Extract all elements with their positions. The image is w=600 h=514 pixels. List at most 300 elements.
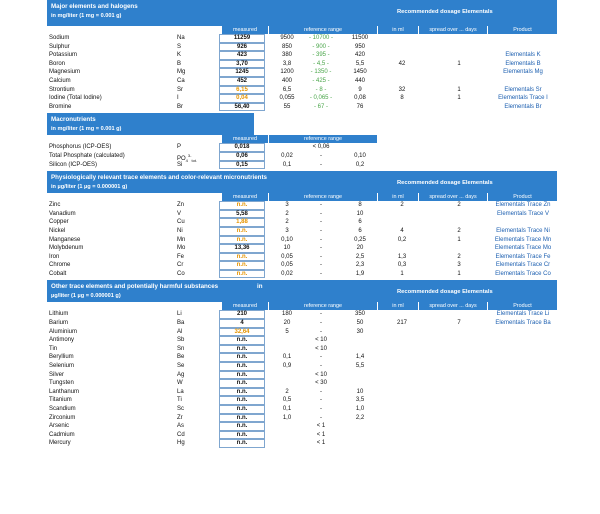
range-mid: < 10 [315,345,327,352]
range-high: 5,5 [355,363,365,370]
range-mid: - 425 - [312,77,330,84]
table-row [47,353,557,362]
column-header [47,193,557,201]
measured-value: n.n. [219,201,265,210]
table-row [47,227,557,236]
range-low: 1,0 [282,414,292,421]
measured-value: n.n. [219,227,265,236]
range-high: 2,5 [355,253,365,260]
range-low: 3,8 [282,60,292,67]
range-high: 5,5 [355,60,365,67]
range-mid: - [320,202,322,209]
measured-value: n.n. [219,422,265,431]
product-link[interactable]: Elementals Trace Fe [495,253,551,260]
range-low: 0,1 [282,161,292,168]
range-mid: - [320,328,322,335]
range-low: 0,1 [282,354,292,361]
section-header [47,171,557,193]
section-trace [47,171,557,278]
element-symbol: Al [177,328,183,335]
measured-value: n.n. [219,253,265,262]
range-low: 1200 [280,69,294,76]
dosage-ml: 2 [400,202,404,209]
table-row [47,143,557,152]
element-name: Antimony [49,337,75,344]
product-link[interactable]: Elementals K [505,52,541,59]
range-low: 0,05 [281,253,293,260]
measured-value: 0,04 [219,94,265,103]
range-high: 6 [358,219,362,226]
range-low: 0,9 [282,363,292,370]
section-title: Other trace elements and potentially harmful substances [51,283,219,291]
range-high: 0,10 [354,152,366,159]
element-symbol: Mg [177,69,186,76]
range-high: 30 [356,328,364,335]
range-mid: - [320,397,322,404]
column-header [47,135,557,143]
element-name: Vanadium [49,210,76,217]
range-mid: - 900 - [312,43,330,50]
range-high: 350 [354,311,365,318]
range-high: 2,3 [355,262,365,269]
measured-value: n.n. [219,270,265,279]
element-name: Magnesium [49,69,81,76]
range-low: 20 [283,320,291,327]
range-high: 420 [354,52,365,59]
table-row [47,396,557,405]
column-reference-range: reference range [269,135,377,143]
range-high: 6 [358,227,362,234]
table-row [47,345,557,354]
range-mid: - 1350 - [310,69,332,76]
element-symbol: S [177,43,182,50]
table-row [47,161,557,170]
element-name: Silver [49,371,65,378]
column-header [47,302,557,310]
range-high: 20 [356,245,364,252]
element-name: Cobalt [49,270,67,277]
measured-value: 926 [219,43,265,52]
measured-value: 0,06 [219,152,265,161]
measured-value: n.n. [219,439,265,448]
range-mid: - 10700 - [308,35,333,41]
element-name: Aluminium [49,328,78,335]
section-title: Major elements and halogens [51,3,138,10]
section-title: Physiologically relevant trace elements and color-relevant micronutrients [51,174,267,182]
table-row [47,43,557,52]
element-symbol: B [177,60,182,67]
table-row [47,371,557,380]
range-mid: - 67 - [313,103,328,110]
dosage-days: 1 [457,86,461,93]
range-mid: < 30 [315,380,327,387]
element-name: Sulphur [49,43,70,50]
column-product: Product [488,302,557,310]
table-row [47,77,557,86]
product-link[interactable]: Elementals Trace Li [496,311,550,318]
element-name: Titanium [49,397,72,404]
dosage-ml: 0,3 [397,262,407,269]
element-name: Arsenic [49,423,70,430]
measured-value: n.n. [219,371,265,380]
range-mid: - [320,414,322,421]
range-mid: - [320,388,322,395]
section-title-suffix: in [257,283,263,291]
section-unit: in mg/liter (1 mg = 0.001 g) [51,126,122,133]
table-row [47,103,557,112]
table-row [47,379,557,388]
element-name: Copper [49,219,69,226]
range-low: 5 [285,328,289,335]
range-low: 3 [285,202,289,209]
range-high: 50 [356,320,364,327]
product-link[interactable]: Elementals Sr [504,86,542,93]
table-row [47,94,557,103]
table-row [47,253,557,262]
element-symbol: Sr [177,86,183,93]
element-symbol: W [177,380,183,387]
table-row [47,270,557,279]
section-header [47,280,557,302]
element-symbol: Hg [177,440,185,447]
element-symbol: Mn [177,236,186,243]
product-link[interactable]: Elementals Br [504,103,542,110]
element-symbol: I [177,95,179,102]
range-mid: - [320,253,322,260]
product-link[interactable]: Elementals Trace Co [495,270,551,277]
range-low: 0,02 [281,152,293,159]
dosage-ml: 32 [398,86,406,93]
element-name: Mercury [49,440,71,447]
element-symbol: Zr [177,414,183,421]
range-low: 0,5 [282,397,292,404]
measured-value: 6,15 [219,86,265,95]
element-name: Bromine [49,103,72,110]
product-link[interactable]: Elementals B [505,60,541,67]
table-row [47,319,557,328]
table-row [47,362,557,371]
table-row [47,34,557,43]
measured-value: n.n. [219,396,265,405]
range-mid: - [320,320,322,327]
range-mid: < 10 [315,371,327,378]
measured-value: n.n. [219,353,265,362]
dosage-ml: 1,3 [397,253,407,260]
product-link[interactable]: Elementals Trace V [496,210,550,217]
dosage-days: 3 [457,262,461,269]
range-mid: - [320,245,322,252]
element-symbol: Cd [177,431,185,438]
measured-value: n.n. [219,379,265,388]
element-symbol: Ag [177,371,185,378]
range-high: 9 [358,86,362,93]
measured-value: n.n. [219,388,265,397]
range-high: 2,2 [355,414,365,421]
column-spread: spread over ... days [419,302,487,310]
element-symbol: Ni [177,227,183,234]
element-name: Silicon (ICP-OES) [49,161,98,168]
range-mid: - [320,227,322,234]
element-name: Strontium [49,86,75,93]
product-link[interactable]: Elementals Mg [503,69,543,76]
element-symbol: Sb [177,337,185,344]
range-low: 380 [281,52,292,59]
section-macro [47,113,557,169]
water-analysis-report [47,0,557,450]
range-low: 2 [285,388,289,395]
column-reference-range: reference range [269,26,377,34]
element-symbol: Ba [177,320,185,327]
dosage-days: 2 [457,202,461,209]
column-reference-range: reference range [269,193,377,201]
measured-value: 1245 [219,68,265,77]
measured-value: n.n. [219,261,265,270]
range-low: 2 [285,210,289,217]
measured-value: 32,64 [219,328,265,337]
range-mid: < 0,06 [312,144,330,151]
column-measured: measured [222,302,268,310]
table-row [47,405,557,414]
range-low: 0,1 [282,406,292,412]
product-link[interactable]: Elementals Trace Ni [496,227,550,234]
table-row [47,388,557,397]
element-symbol: V [177,210,182,217]
table-row [47,68,557,77]
element-symbol: Be [177,354,185,361]
element-name: Zinc [49,202,61,209]
column-measured: measured [222,193,268,201]
range-mid: - 0,065 - [309,95,333,102]
range-mid: - [320,354,322,361]
element-symbol: P [177,144,182,151]
range-high: 0,2 [355,161,365,168]
table-row [47,60,557,69]
measured-value: n.n. [219,236,265,245]
range-mid: - [320,262,322,269]
table-row [47,422,557,431]
table-row [47,336,557,345]
recommended-dosage-label: Recommended dosage Elementals [397,289,493,296]
measured-value: 0,018 [219,143,265,152]
element-name: Lanthanum [49,388,80,395]
measured-value: 452 [219,77,265,86]
element-name: Iron [49,253,60,260]
table-row [47,310,557,319]
range-low: 0,055 [279,95,295,102]
range-high: 76 [356,103,364,110]
column-header [47,26,557,34]
element-name: Chrome [49,262,71,269]
range-mid: - 4,5 - [313,60,329,67]
element-name: Zirconium [49,414,76,421]
element-name: Tungsten [49,380,74,387]
range-mid: - 8 - [315,86,327,93]
element-symbol: Zn [177,202,185,209]
element-symbol: Fe [177,253,185,260]
dosage-ml: 1 [400,270,404,277]
dosage-days: 1 [457,95,461,102]
range-mid: - [320,152,322,159]
element-name: Lithium [49,311,69,318]
range-low: 6,5 [282,86,292,93]
element-name: Barium [49,320,69,327]
product-link[interactable]: Elementals Trace Mn [494,236,552,243]
table-row [47,218,557,227]
table-row [47,201,557,210]
table-row [47,244,557,253]
product-link[interactable]: Elementals Trace Cr [495,262,551,269]
range-high: 11500 [351,35,369,41]
element-name: Sodium [49,35,70,41]
range-mid: - [320,236,322,243]
measured-value: n.n. [219,345,265,354]
measured-value: n.n. [219,431,265,440]
range-low: 180 [281,311,292,318]
range-mid: - [320,210,322,217]
element-name: Tin [49,345,58,352]
element-symbol: Ca [177,77,185,84]
element-symbol: Cu [177,219,185,226]
range-low: 400 [281,77,292,84]
range-high: 1450 [353,69,367,76]
range-high: 10 [356,210,364,217]
dosage-ml: 0,2 [397,236,407,243]
recommended-dosage-label: Recommended dosage Elementals [397,9,493,15]
range-mid: - [320,219,322,226]
range-high: 8 [358,202,362,209]
element-symbol: Li [177,311,182,318]
measured-value: 5,58 [219,210,265,219]
element-symbol: As [177,423,185,430]
element-name: Cadmium [49,431,75,438]
product-link[interactable]: Elementals Trace I [498,95,548,102]
range-mid: - [320,270,322,277]
dosage-days: 7 [457,320,461,327]
column-spread: spread over ... days [419,26,487,34]
measured-value: 423 [219,51,265,60]
column-in-ml: in ml [378,193,418,201]
measured-value: 4 [219,319,265,328]
dosage-ml: 4 [400,227,404,234]
dosage-days: 2 [457,253,461,260]
measured-value: n.n. [219,336,265,345]
element-name: Iodine (Total Iodine) [49,95,102,102]
range-low: 55 [283,103,291,110]
range-high: 950 [354,43,365,50]
dosage-days: 2 [457,227,461,234]
table-row [47,86,557,95]
range-low: 0,02 [281,270,293,277]
element-name: Scandium [49,406,76,412]
element-symbol: Mo [177,245,186,252]
range-low: 3 [285,227,289,234]
dosage-days: 1 [457,60,461,67]
element-symbol: Cr [177,262,184,269]
element-name: Phosphorus (ICP-OES) [49,144,112,151]
column-product: Product [488,193,557,201]
section-header [47,113,254,135]
range-high: 0,08 [354,95,366,102]
range-low: 9500 [280,35,294,41]
product-link[interactable]: Elementals Trace Ba [495,320,551,327]
measured-value: 0,15 [219,161,265,170]
element-name: Manganese [49,236,81,243]
dosage-ml: 217 [396,320,407,327]
table-row [47,261,557,270]
section-major [47,0,557,111]
element-symbol: Sn [177,345,185,352]
element-symbol: Sc [177,406,185,412]
column-product: Product [488,26,557,34]
measured-value: n.n. [219,414,265,423]
element-symbol: Ti [177,397,182,404]
measured-value: 11259 [219,34,265,43]
column-in-ml: in ml [378,26,418,34]
section-title: Macronutrients [51,116,96,124]
section-other [47,280,557,448]
element-name: Total Phosphate (calculated) [49,152,125,159]
column-in-ml: in ml [378,302,418,310]
range-high: 1,0 [355,406,365,412]
range-low: 0,05 [281,262,293,269]
element-name: Calcium [49,77,71,84]
element-name: Potassium [49,52,78,59]
range-high: 1,9 [355,270,365,277]
range-mid: - [320,311,322,318]
range-mid: - [320,161,322,168]
element-name: Molybdenum [49,245,84,252]
range-mid: < 10 [315,337,327,344]
column-spread: spread over ... days [419,193,487,201]
element-symbol: La [177,388,184,395]
range-mid: < 1 [316,440,326,447]
measured-value: n.n. [219,405,265,414]
element-symbol: Se [177,363,185,370]
table-row [47,328,557,337]
table-row [47,414,557,423]
range-mid: < 1 [316,431,326,438]
table-row [47,431,557,440]
dosage-days: 1 [457,270,461,277]
section-unit: in mg/liter (1 mg = 0.001 g) [51,13,122,19]
product-link[interactable]: Elementals Trace Zn [495,202,551,209]
element-name: Nickel [49,227,66,234]
recommended-dosage-label: Recommended dosage Elementals [397,180,493,187]
range-low: 2 [285,219,289,226]
measured-value: 1,88 [219,218,265,227]
element-name: Boron [49,60,66,67]
element-name: Beryllium [49,354,74,361]
table-row [47,51,557,60]
range-low: 0,10 [281,236,293,243]
range-high: 0,25 [354,236,366,243]
dosage-days: 1 [457,236,461,243]
section-unit: µg/liter (1 µg = 0.000001 g) [51,293,121,300]
table-row [47,152,557,164]
dosage-ml: 8 [400,95,404,102]
measured-value: n.n. [219,362,265,371]
column-measured: measured [222,26,268,34]
dosage-ml: 42 [398,60,406,67]
product-link[interactable]: Elementals Trace Mo [494,245,552,252]
element-name: Selenium [49,363,75,370]
range-low: 850 [281,43,292,50]
range-mid: < 1 [316,423,326,430]
column-measured: measured [222,135,268,143]
range-mid: - [320,406,322,412]
table-row [47,439,557,448]
measured-value: 56,40 [219,103,265,112]
